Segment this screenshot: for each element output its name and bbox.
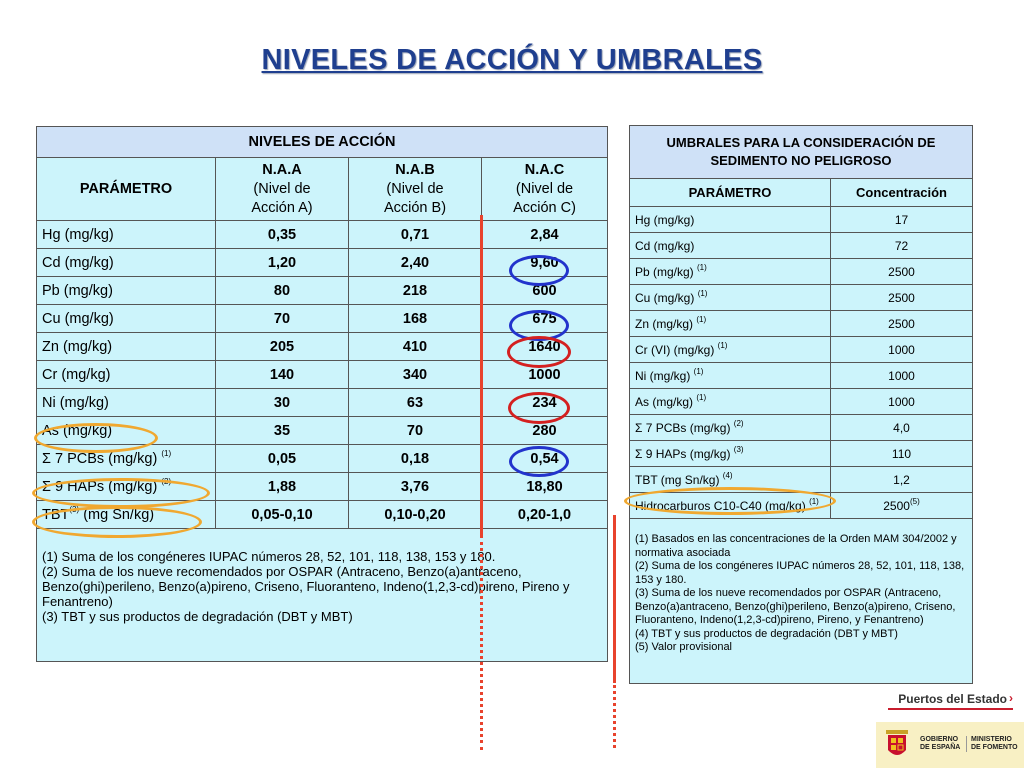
logo-mark-icon: › [1009,691,1013,705]
footnote-ref: (1) [809,496,819,506]
col-code: N.A.A [262,161,302,178]
footnote-ref: (1) [161,448,172,458]
table-row [37,249,608,277]
concentration-value: 1000 [888,394,915,409]
value-cell: 80 [216,277,349,305]
table-row [37,473,608,501]
concentration-value: 1000 [888,368,915,383]
value-cell: 70 [216,305,349,333]
logo-text: MINISTERIO [971,736,1012,743]
table-row [37,501,608,529]
param-label-tail: (mg Sn/kg) [79,506,155,523]
coat-of-arms-icon [884,728,910,762]
param-cell [37,417,216,445]
param-cell [37,305,216,333]
param-cell [630,441,831,467]
caption-line: SEDIMENTO NO PELIGROSO [710,153,892,168]
value-cell [831,363,973,389]
param-label: Σ 9 HAPs (mg/kg) [42,478,162,495]
param-cell [630,493,831,519]
col-sub: Acción A) [251,199,313,216]
note: (1) Suma de los congéneres IUPAC números 28, 52, 101, 118, 138, 153 y 180. [42,549,496,564]
table-row [630,493,973,519]
footnote-ref: (4) [722,470,733,480]
value-cell: 675 [482,305,608,333]
col-code: N.A.C [524,161,565,178]
logo-text: GOBIERNO [920,736,959,743]
thresholds-notes [630,519,973,684]
col-sub: (Nivel de [515,180,574,197]
value-cell: 9,60 [482,249,608,277]
concentration-value: 1000 [888,342,915,357]
caption-line: UMBRALES PARA LA CONSIDERACIÓN DE [666,135,936,150]
col-sub: Acción B) [383,199,447,216]
concentration-value: 1,2 [893,472,910,487]
value-cell: 205 [216,333,349,361]
footnote-ref: (2) [733,418,744,428]
logo-text: DE FOMENTO [971,744,1018,751]
param-cell [37,361,216,389]
param-cell [630,259,831,285]
value-cell: 168 [349,305,482,333]
param-label: Σ 9 HAPs (mg/kg) [635,446,734,461]
param-label: Σ 7 PCBs (mg/kg) [42,450,162,467]
concentration-value: 2500 [888,316,915,331]
table-row [37,389,608,417]
ministerio-text [966,736,1024,752]
logo-bar [888,708,1013,710]
param-label: TBT (mg Sn/kg) [635,472,723,487]
value-cell: 0,18 [349,445,482,473]
param-label: Cr (VI) (mg/kg) [635,342,718,357]
footnote-ref: (2) [161,476,172,486]
footnote-ref: (3) [733,444,744,454]
concentration-value: 2500 [888,290,915,305]
param-label: Hg (mg/kg) [42,226,114,243]
table-row [630,337,973,363]
value-cell: 140 [216,361,349,389]
value-cell [831,259,973,285]
footnote-ref: (5) [909,496,920,506]
value-cell [831,493,973,519]
param-cell [37,277,216,305]
col-header-naa [216,158,349,221]
gobierno-text [920,736,964,752]
param-label: Cd (mg/kg) [635,238,695,253]
action-levels-table [36,126,608,662]
param-cell [630,389,831,415]
param-label: Ni (mg/kg) [42,394,109,411]
param-cell [37,445,216,473]
thresholds-table [629,125,973,684]
value-cell: 0,05 [216,445,349,473]
param-label: As (mg/kg) [635,394,697,409]
value-cell [831,389,973,415]
col-sub: (Nivel de [253,180,311,197]
value-cell: 0,35 [216,221,349,249]
param-label: As (mg/kg) [42,422,113,439]
value-cell: 1640 [482,333,608,361]
param-cell [630,363,831,389]
param-cell [37,501,216,529]
table-row [630,363,973,389]
note: (5) Valor provisional [635,641,733,653]
table-row [630,389,973,415]
thresholds-body [630,207,973,519]
footnote-ref: (1) [697,262,707,272]
param-label: Cu (mg/kg) [42,310,114,327]
value-cell: 18,80 [482,473,608,501]
gobierno-logo [876,722,1024,768]
value-cell: 0,54 [482,445,608,473]
value-cell: 218 [349,277,482,305]
value-cell: 0,20-1,0 [482,501,608,529]
param-cell [37,221,216,249]
param-cell [37,473,216,501]
value-cell: 600 [482,277,608,305]
concentration-value: 4,0 [893,420,910,435]
param-label: Cu (mg/kg) [635,290,698,305]
footnote-ref: (1) [697,288,708,298]
param-header: PARÁMETRO [630,179,831,207]
footnote-ref: (1) [696,314,707,324]
value-cell: 1000 [482,361,608,389]
footnote-ref: (1) [693,366,704,376]
value-cell [831,415,973,441]
table-row [37,445,608,473]
value-cell: 2,40 [349,249,482,277]
param-label: Σ 7 PCBs (mg/kg) [635,420,734,435]
concentration-value: 72 [894,238,909,253]
thresholds-caption [630,126,973,179]
param-cell [630,233,831,259]
puertos-del-estado-logo [884,692,1019,716]
concentration-value: 17 [894,212,909,227]
param-label: Cd (mg/kg) [42,254,114,271]
value-cell [831,233,973,259]
table-row [630,311,973,337]
col-sub: Acción C) [513,199,576,216]
table-row [630,233,973,259]
value-cell: 0,05-0,10 [216,501,349,529]
param-label: Zn (mg/kg) [635,316,697,331]
note: (4) TBT y sus productos de degradación (DBT y MBT) [635,627,898,640]
param-label: Pb (mg/kg) [42,282,113,299]
value-cell [831,441,973,467]
action-levels-notes [37,529,608,662]
logo-text: DE ESPAÑA [920,744,961,751]
col-header-nab [349,158,482,221]
value-cell [831,337,973,363]
note: (2) Suma de los congéneres IUPAC números 28, 52, 101, 118, 138, 153 y 180. [635,560,965,586]
param-label: Ni (mg/kg) [635,368,694,383]
note: (2) Suma de los nueve recomendados por OSPAR (Antraceno, Benzo(a)antraceno, Benzo(ghi)perileno, Benzo(a)pireno, Criseno, Fluoranteno, Indeno(1,2,3-cd)pireno, Pireno y Fenantreno) [42,564,570,609]
value-cell: 70 [349,417,482,445]
table-row [630,259,973,285]
param-cell [37,333,216,361]
param-label: Hidrocarburos C10-C40 (mg/kg) [635,498,810,513]
table-row [630,207,973,233]
table-row [630,467,973,493]
footnote-ref: (1) [717,340,728,350]
col-header-nac [482,158,608,221]
value-cell: 3,76 [349,473,482,501]
table-row [37,361,608,389]
concentration-header: Concentración [831,179,973,207]
param-cell [37,249,216,277]
logo-text: Puertos del Estado [898,692,1007,706]
table-row [630,441,973,467]
param-cell [630,207,831,233]
param-label: Zn (mg/kg) [42,338,113,355]
param-label: Cr (mg/kg) [42,366,111,383]
param-header: PARÁMETRO [37,158,216,221]
col-code: N.A.B [395,161,435,178]
value-cell: 0,71 [349,221,482,249]
value-cell: 234 [482,389,608,417]
footnote-ref: (1) [696,392,707,402]
value-cell: 0,10-0,20 [349,501,482,529]
value-cell [831,207,973,233]
concentration-value: 2500 [888,264,915,279]
note: (3) TBT y sus productos de degradación (DBT y MBT) [42,609,353,624]
value-cell: 410 [349,333,482,361]
value-cell: 63 [349,389,482,417]
param-label: TBT [42,506,70,523]
table-row [630,415,973,441]
table-row [37,417,608,445]
concentration-value: 110 [891,446,912,461]
value-cell: 30 [216,389,349,417]
value-cell [831,311,973,337]
value-cell [831,285,973,311]
param-cell [37,389,216,417]
col-sub: (Nivel de [386,180,444,197]
value-cell: 280 [482,417,608,445]
param-label: Pb (mg/kg) [635,264,698,279]
table-row [37,305,608,333]
dotted-line [613,680,616,748]
value-cell: 1,88 [216,473,349,501]
table-row [37,277,608,305]
table-row [630,285,973,311]
table-row [37,333,608,361]
value-cell: 340 [349,361,482,389]
value-cell: 1,20 [216,249,349,277]
action-levels-body [37,221,608,529]
note: (3) Suma de los nueve recomendados por OSPAR (Antraceno, Benzo(a)antraceno, Benzo(ghi)perileno, Benzo(a)pireno, Criseno, Fluoranteno, Indeno(1,2,3-cd)pireno, Pireno, y Fenantreno) [635,587,956,626]
slide-title: NIVELES DE ACCIÓN Y UMBRALES [261,44,763,76]
param-cell [630,311,831,337]
param-label: Hg (mg/kg) [635,212,695,227]
param-cell [630,415,831,441]
footnote-ref: (3) [69,504,80,514]
concentration-value: 2500 [883,498,910,513]
value-cell: 2,84 [482,221,608,249]
value-cell: 35 [216,417,349,445]
param-cell [630,285,831,311]
action-levels-caption: NIVELES DE ACCIÓN [37,127,608,158]
note: (1) Basados en las concentraciones de la Orden MAM 304/2002 y normativa asociada [635,533,957,559]
param-cell [630,337,831,363]
value-cell [831,467,973,493]
param-cell [630,467,831,493]
divider-line [613,515,616,680]
table-row [37,221,608,249]
